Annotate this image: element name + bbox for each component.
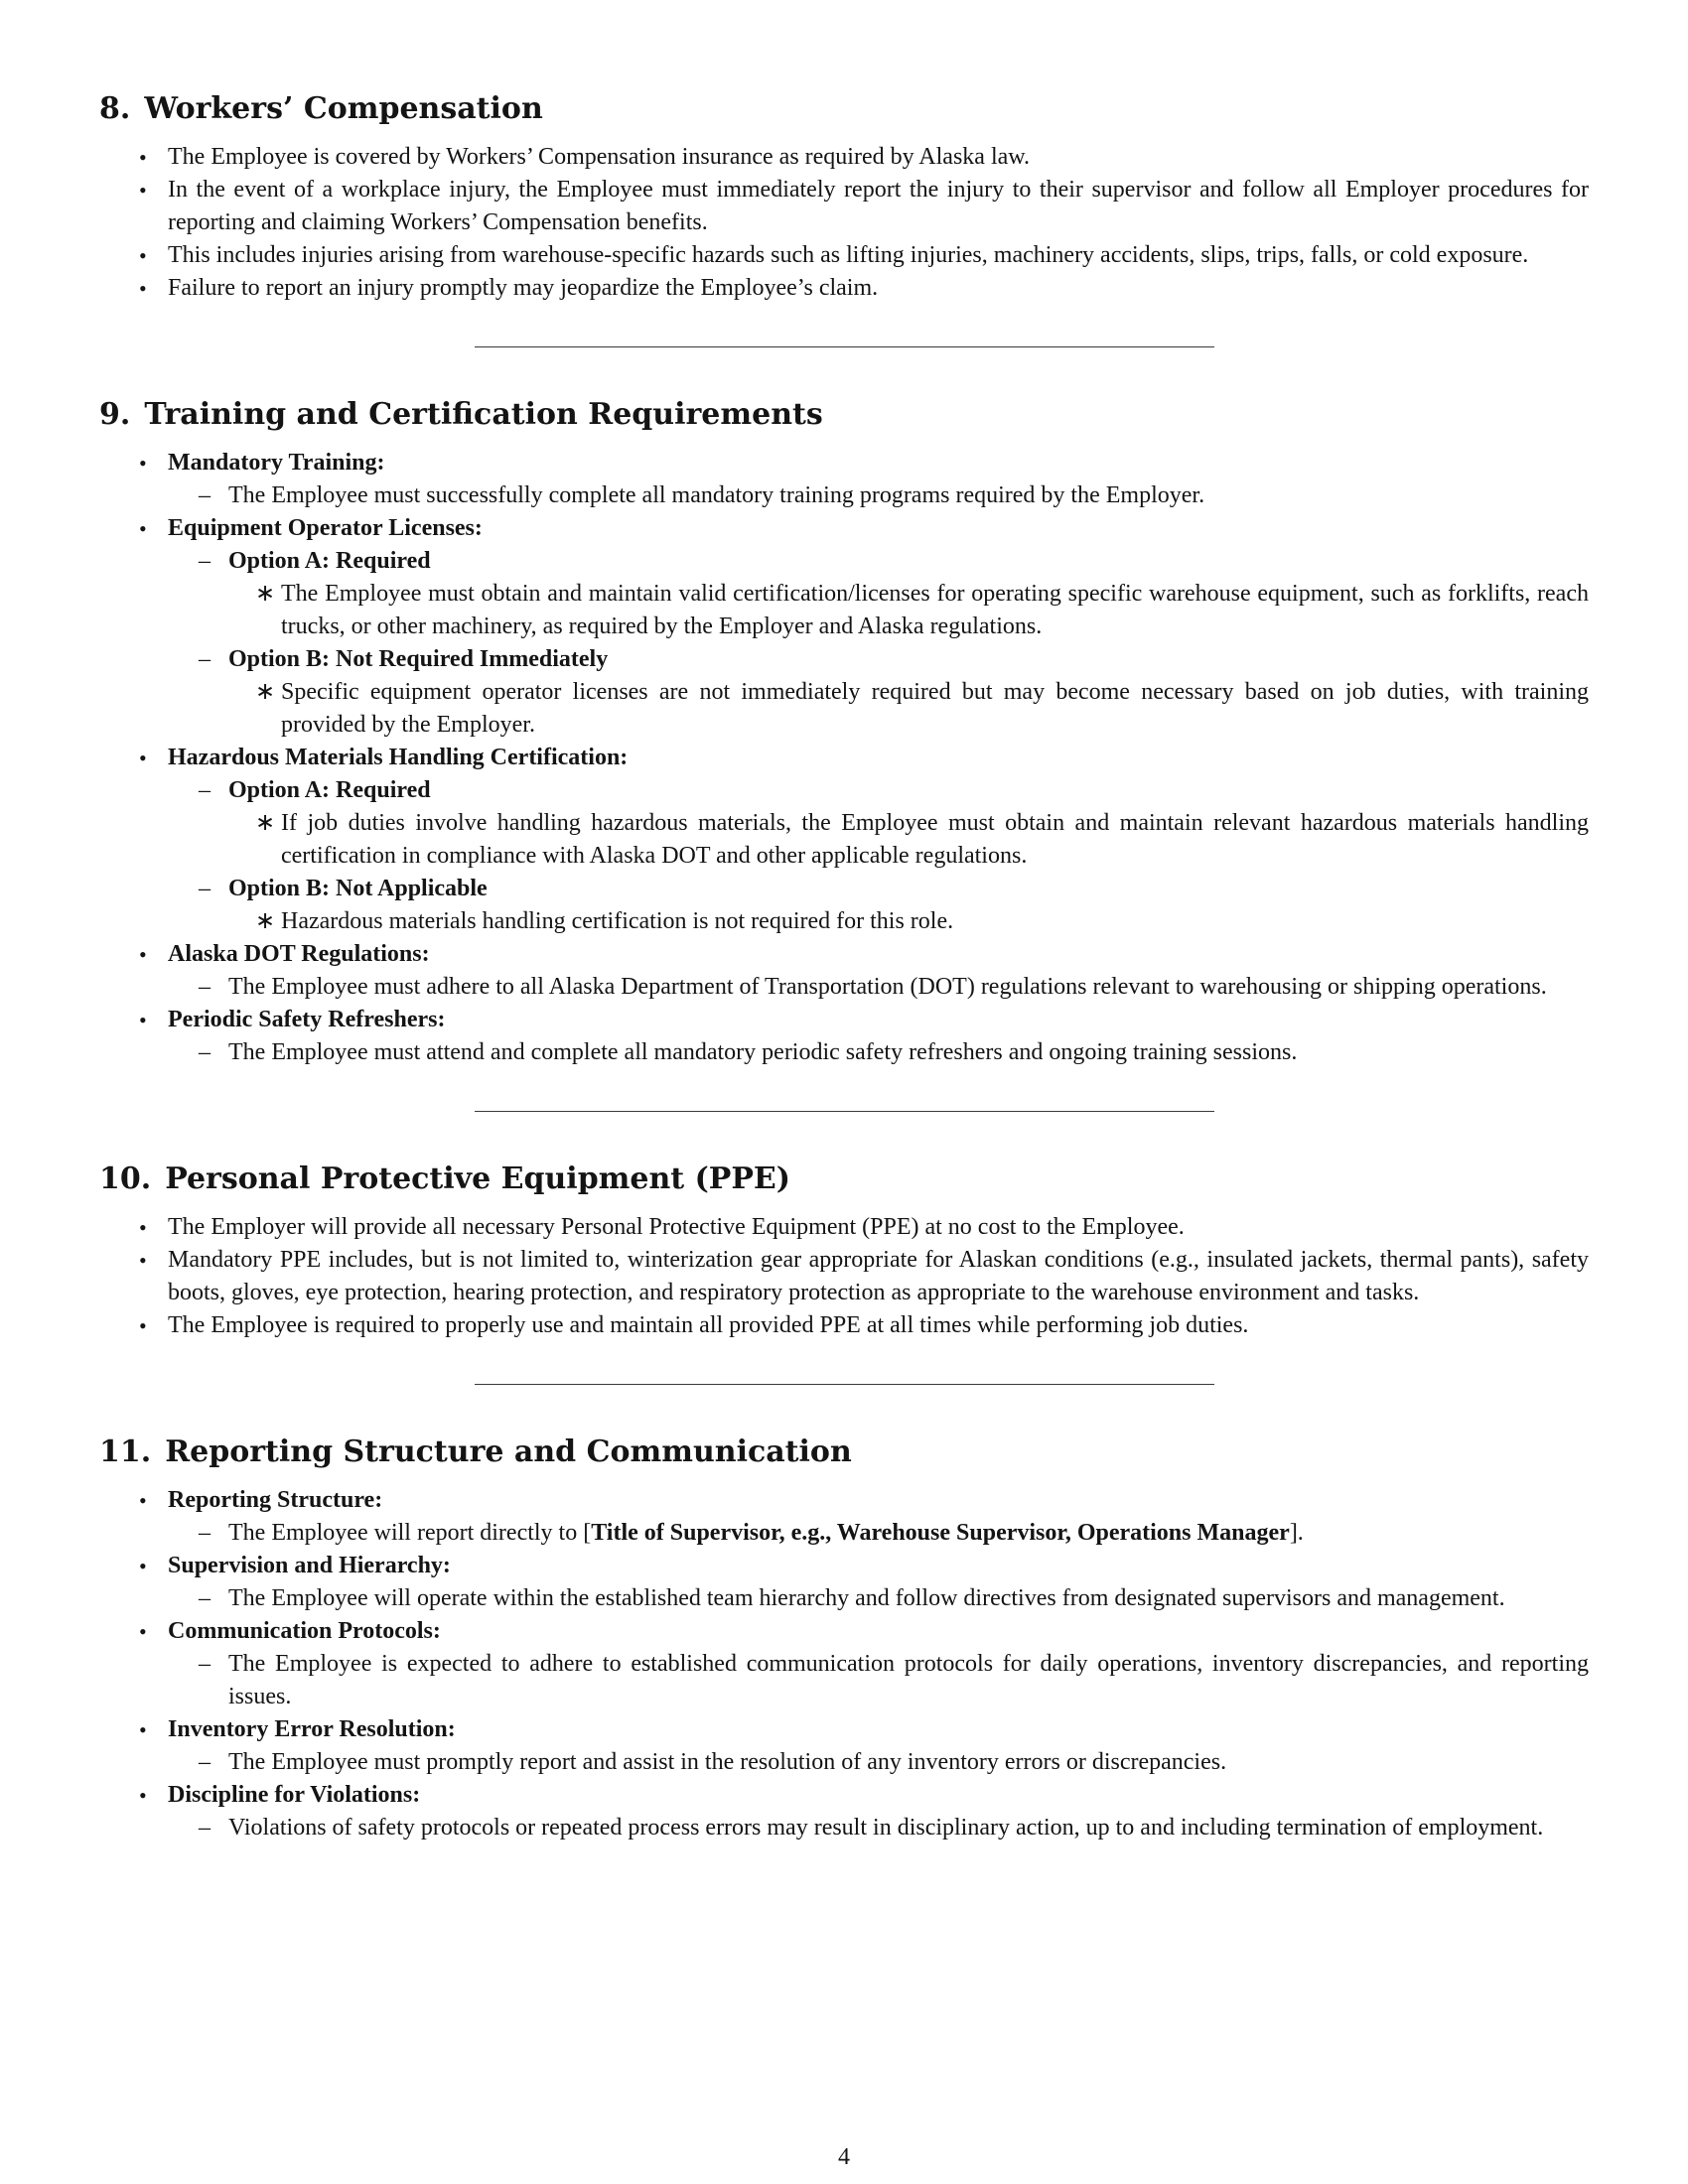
option-detail: ∗ Specific equipment operator licenses are not immediately required but may become necessary based on job duties, with training provided by the Employer. — [228, 676, 1589, 742]
list-item-alaska-dot — [99, 938, 1589, 1004]
sub-list — [168, 1812, 1589, 1844]
item-label: Hazardous Materials Handling Certification: — [168, 745, 629, 770]
bullet-list — [99, 1211, 1589, 1342]
option-detail: ∗ The Employee must obtain and maintain valid certification/licenses for operating specific warehouse equipment, such as forklifts, reach trucks, or other machinery, as required by the Employer and Alaska regulations. — [228, 578, 1589, 643]
document-page — [99, 89, 1589, 2134]
option-detail-list — [228, 905, 1589, 938]
list-item-inventory-error-resolution — [99, 1713, 1589, 1779]
section-heading — [99, 395, 1589, 435]
list-item: • Mandatory PPE includes, but is not limited to, winterization gear appropriate for Alaskan conditions (e.g., insulated jackets, thermal pants), safety boots, gloves, eye protection, hearing protection, and respiratory protection as appropriate to the warehouse environment and tasks. — [99, 1244, 1589, 1309]
section-title: Personal Protective Equipment (PPE) — [165, 1161, 790, 1196]
option-item — [168, 774, 1589, 873]
item-label: Alaska DOT Regulations: — [168, 941, 430, 967]
list-item: • Failure to report an injury promptly may jeopardize the Employee’s claim. — [99, 272, 1589, 305]
item-label: Communication Protocols: — [168, 1618, 441, 1644]
sub-list-item: – Violations of safety protocols or repeated process errors may result in disciplinary action, up to and including termination of employment. — [168, 1812, 1589, 1844]
section-heading — [99, 89, 1589, 129]
bullet-list — [99, 1484, 1589, 1844]
section-heading — [99, 1160, 1589, 1199]
list-item: • The Employer will provide all necessary Personal Protective Equipment (PPE) at no cost to the Employee. — [99, 1211, 1589, 1244]
reporting-suffix: ]. — [1289, 1520, 1304, 1546]
section-title: Reporting Structure and Communication — [165, 1434, 852, 1469]
list-item-hazmat-certification — [99, 742, 1589, 938]
item-label: Reporting Structure: — [168, 1487, 383, 1513]
sub-list-item — [168, 1517, 1589, 1550]
list-item-supervision-hierarchy — [99, 1550, 1589, 1615]
section-ppe — [99, 1160, 1589, 1342]
section-title: Training and Certification Requirements — [144, 397, 823, 432]
section-divider — [475, 1384, 1214, 1385]
section-divider — [475, 346, 1214, 347]
sub-list-item: – The Employee will operate within the established team hierarchy and follow directives from designated supervisors and management. — [168, 1582, 1589, 1615]
sub-list — [168, 1582, 1589, 1615]
sub-list — [168, 971, 1589, 1004]
sub-list — [168, 545, 1589, 742]
sub-list-item: – The Employee must successfully complete all mandatory training programs required by the Employer. — [168, 479, 1589, 512]
section-reporting-structure — [99, 1433, 1589, 1844]
section-heading — [99, 1433, 1589, 1472]
sub-list — [168, 479, 1589, 512]
list-item: • This includes injuries arising from warehouse-specific hazards such as lifting injuries, machinery accidents, slips, trips, falls, or cold exposure. — [99, 239, 1589, 272]
list-item: • The Employee is required to properly use and maintain all provided PPE at all times while performing job duties. — [99, 1309, 1589, 1342]
list-item-equipment-licenses — [99, 512, 1589, 742]
bullet-list — [99, 141, 1589, 305]
list-item-communication-protocols — [99, 1615, 1589, 1713]
section-number: 10. — [99, 1161, 152, 1196]
option-detail-list — [228, 807, 1589, 873]
section-divider — [475, 1111, 1214, 1112]
option-label: Option A: Required — [228, 777, 431, 803]
list-item: • The Employee is covered by Workers’ Compensation insurance as required by Alaska law. — [99, 141, 1589, 174]
sub-list — [168, 1746, 1589, 1779]
page-number: 4 — [838, 2144, 850, 2170]
option-item — [168, 873, 1589, 938]
option-detail-list — [228, 676, 1589, 742]
item-label: Periodic Safety Refreshers: — [168, 1007, 446, 1032]
item-label: Discipline for Violations: — [168, 1782, 421, 1808]
option-label: Option B: Not Required Immediately — [228, 646, 609, 672]
sub-list-item: – The Employee must adhere to all Alaska Department of Transportation (DOT) regulations relevant to warehousing or shipping operations. — [168, 971, 1589, 1004]
item-label: Equipment Operator Licenses: — [168, 515, 483, 541]
section-training-certification — [99, 395, 1589, 1069]
sub-list — [168, 1648, 1589, 1713]
bullet-list — [99, 447, 1589, 1069]
option-detail: ∗ Hazardous materials handling certification is not required for this role. — [228, 905, 1589, 938]
option-item — [168, 643, 1589, 742]
option-label: Option B: Not Applicable — [228, 876, 488, 901]
section-number: 11. — [99, 1434, 152, 1469]
list-item-discipline-violations — [99, 1779, 1589, 1844]
list-item-reporting-structure — [99, 1484, 1589, 1550]
section-workers-compensation — [99, 89, 1589, 305]
sub-list-item: – The Employee is expected to adhere to established communication protocols for daily operations, inventory discrepancies, and reporting issues. — [168, 1648, 1589, 1713]
list-item-safety-refreshers — [99, 1004, 1589, 1069]
item-label: Inventory Error Resolution: — [168, 1716, 456, 1742]
supervisor-title-placeholder: Title of Supervisor, e.g., Warehouse Supervisor, Operations Manager — [591, 1520, 1290, 1546]
sub-list — [168, 1036, 1589, 1069]
item-label: Supervision and Hierarchy: — [168, 1553, 451, 1578]
option-item — [168, 545, 1589, 643]
sub-list — [168, 1517, 1589, 1550]
section-number: 9. — [99, 397, 131, 432]
section-number: 8. — [99, 91, 131, 126]
list-item-mandatory-training — [99, 447, 1589, 512]
sub-list-item: – The Employee must promptly report and assist in the resolution of any inventory errors or discrepancies. — [168, 1746, 1589, 1779]
list-item: • In the event of a workplace injury, the Employee must immediately report the injury to their supervisor and follow all Employer procedures for reporting and claiming Workers’ Compensation benefits. — [99, 174, 1589, 239]
option-label: Option A: Required — [228, 548, 431, 574]
item-label: Mandatory Training: — [168, 450, 385, 476]
sub-list-item: – The Employee must attend and complete all mandatory periodic safety refreshers and ongoing training sessions. — [168, 1036, 1589, 1069]
option-detail-list — [228, 578, 1589, 643]
section-title: Workers’ Compensation — [144, 91, 543, 126]
reporting-prefix: The Employee will report directly to [ — [228, 1520, 592, 1546]
sub-list — [168, 774, 1589, 938]
option-detail: ∗ If job duties involve handling hazardous materials, the Employee must obtain and maintain relevant hazardous materials handling certification in compliance with Alaska DOT and other applicable regulations. — [228, 807, 1589, 873]
